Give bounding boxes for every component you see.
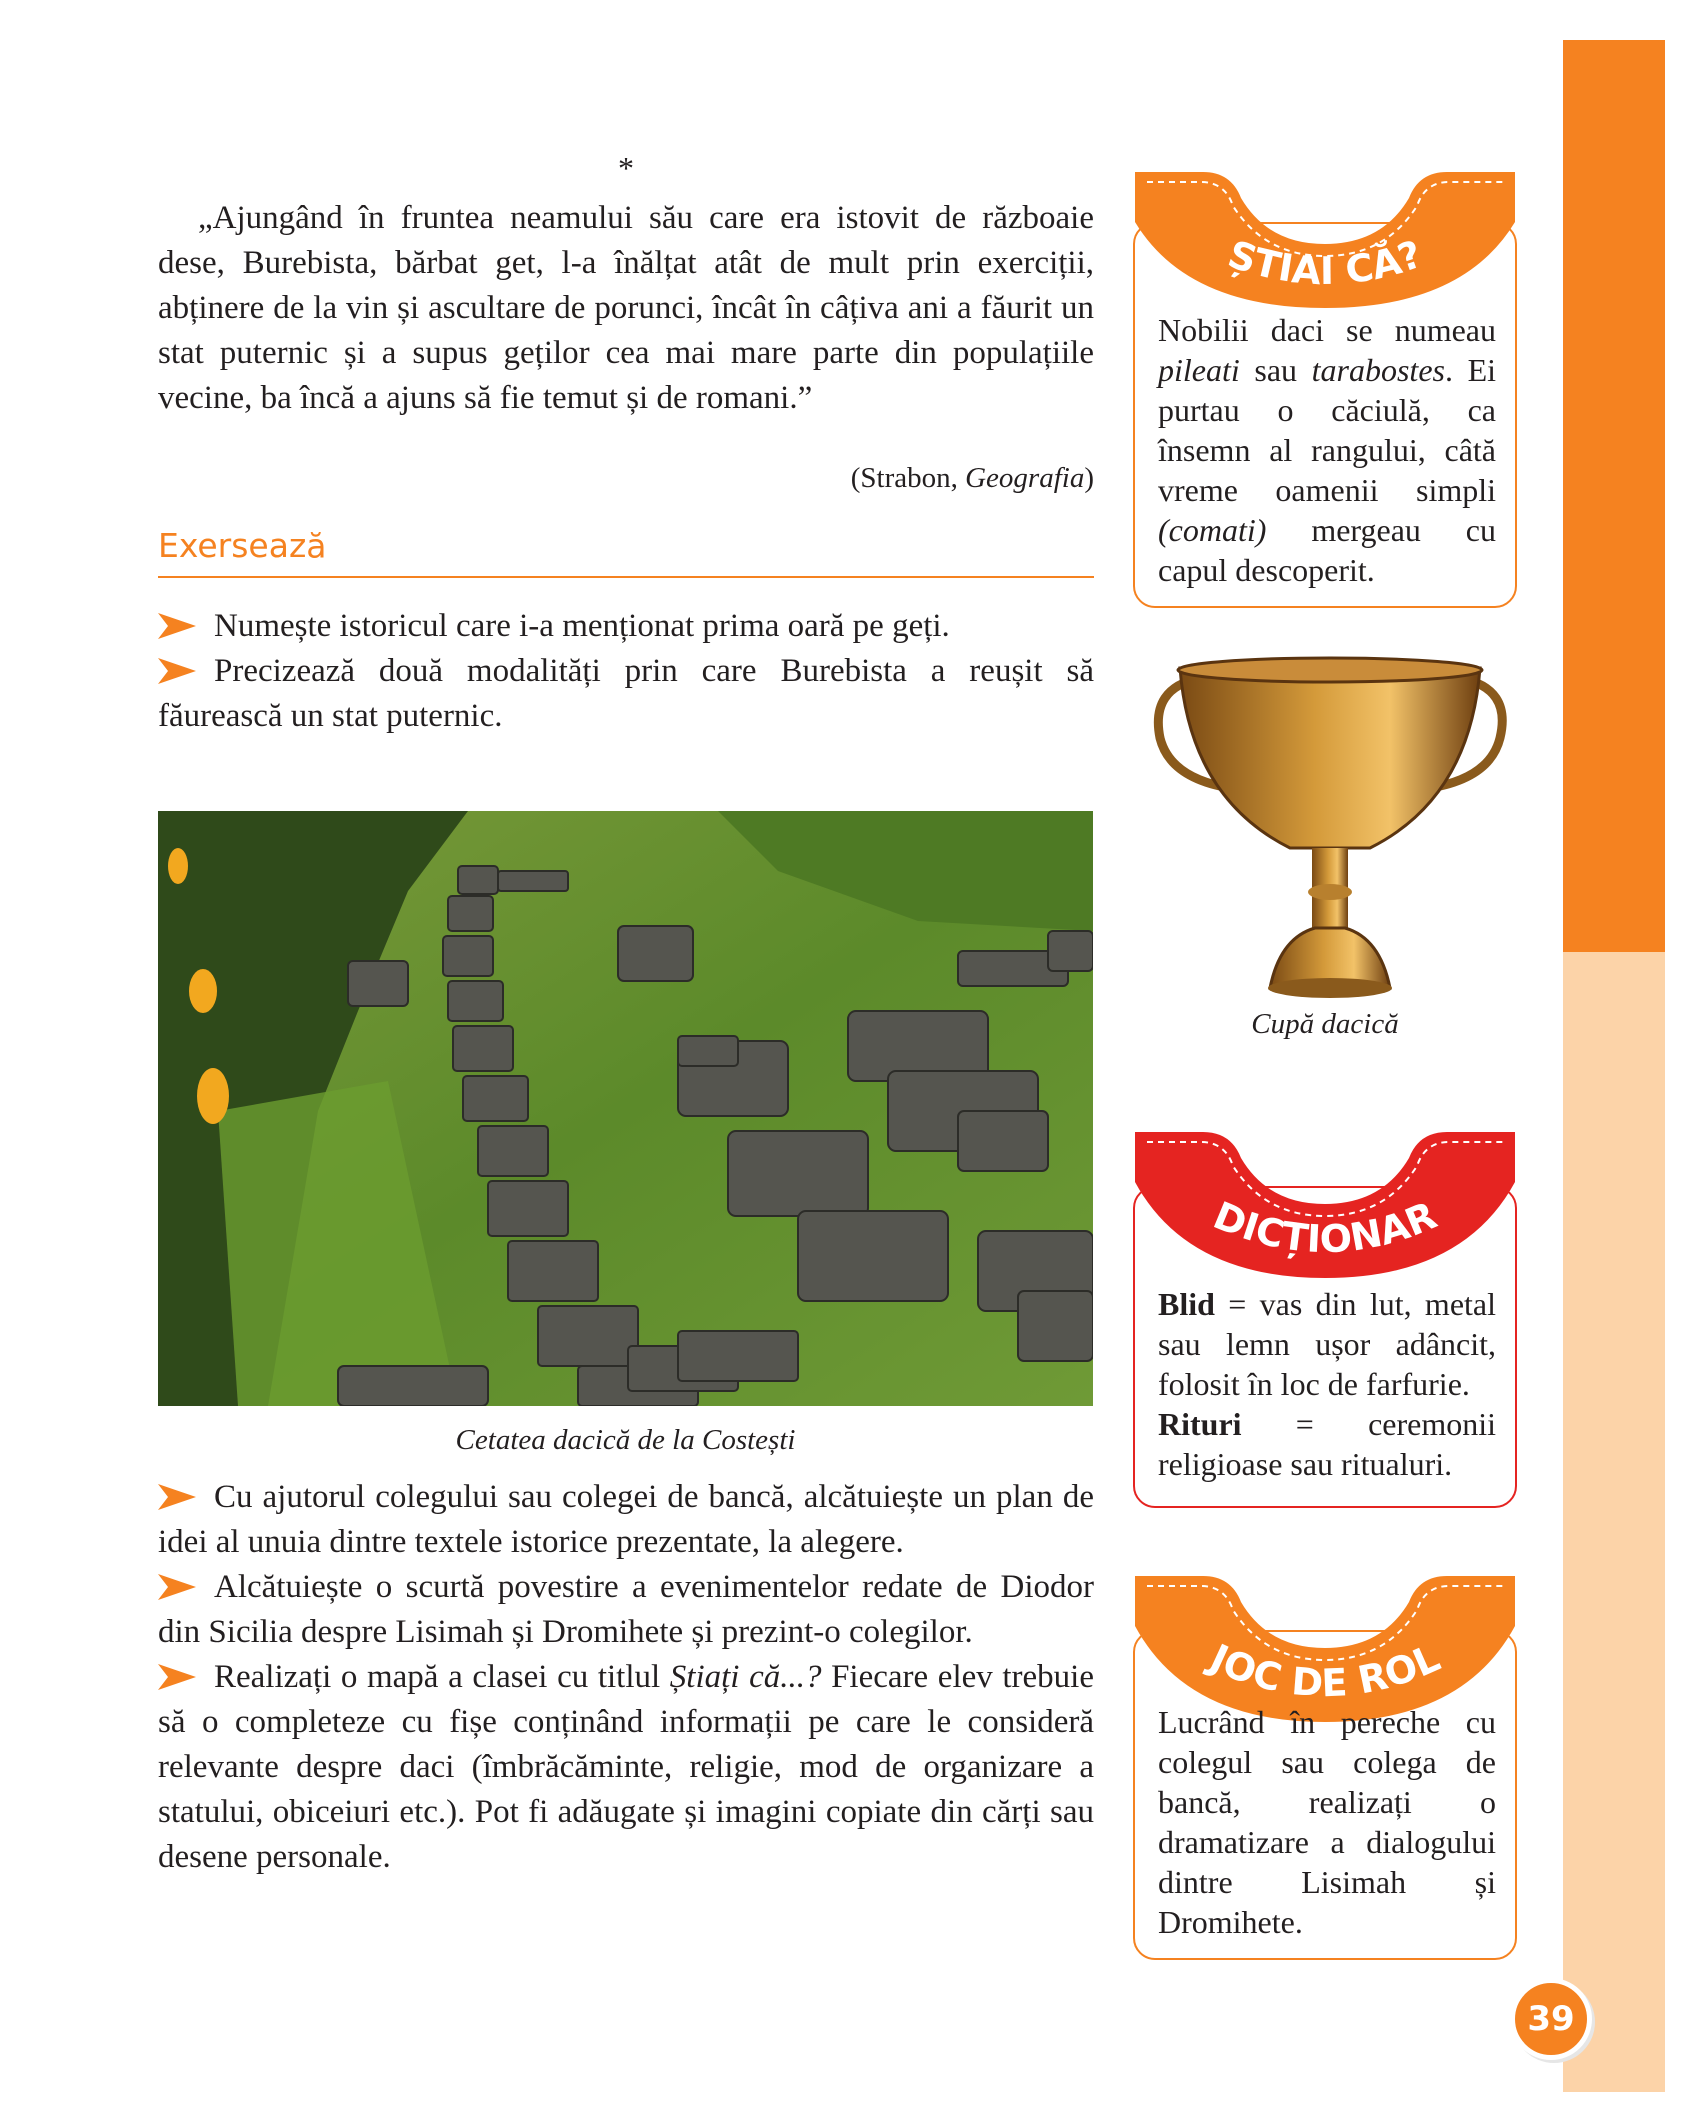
task-text: Alcătuiește o scurtă povestire a evenimentelor redate de Diodor din Sicilia despre Lisimah și Dromihete și prezint-o colegilor. xyxy=(158,1569,1094,1650)
quote-text: „Ajungând în fruntea neamului său care era istovit de războaie dese, Burebista, bărbat get, l-a înălțat atât de mult prin exerciții, abținere de la vin și ascultare de porunci, încât în câțiva ani a făurit un stat puternic și a supus geților cea mai mare parte din populațiile vecine, ba încă a ajuns să fie temut și de romani.” xyxy=(158,200,1094,416)
strabon-quote xyxy=(158,196,1094,421)
exercise-heading: Exersează xyxy=(158,526,327,565)
role-play-banner xyxy=(1133,1562,1517,1722)
ruins-illustration xyxy=(158,811,1093,1406)
sidebar-strip-peach xyxy=(1563,952,1665,2092)
task-item xyxy=(158,649,1094,739)
task-item xyxy=(158,1655,1094,1880)
text-run: mergeau cu capul descoperit. xyxy=(1158,512,1496,588)
term-comati: (comati) xyxy=(1158,512,1267,548)
did-you-know-text xyxy=(1158,310,1496,590)
page-number: 39 xyxy=(1527,1999,1575,2039)
sidebar-strip-orange xyxy=(1563,40,1665,952)
heading-divider xyxy=(158,576,1094,578)
source-work: Geografia xyxy=(965,462,1085,494)
quote-source xyxy=(700,462,1094,495)
did-you-know-banner xyxy=(1133,158,1517,308)
term-blid: Blid xyxy=(1158,1286,1215,1322)
arrow-bullet-icon xyxy=(158,613,196,639)
cup-caption: Cupă dacică xyxy=(1251,1008,1399,1040)
text-run: Nobilii daci se numeau xyxy=(1158,312,1496,348)
costesti-fortress-photo xyxy=(158,811,1093,1406)
section-star: * xyxy=(618,150,634,186)
task-text: Realizați o mapă a clasei cu titlul xyxy=(214,1659,670,1695)
definition: = ceremonii religioase sau ritualuri. xyxy=(1158,1406,1496,1482)
arrow-bullet-icon xyxy=(158,1664,196,1690)
role-play-body: Lucrând în pereche cu colegul sau colega de bancă, realizați o dramatizare a dialogului dintre Lisimah și Dromihete. xyxy=(1158,1704,1496,1940)
arrow-bullet-icon xyxy=(158,658,196,684)
source-prefix: (Strabon, xyxy=(850,462,966,494)
exercise-task-list xyxy=(158,604,1094,739)
term-tarabostes: tarabostes xyxy=(1311,352,1445,388)
golden-cup-image xyxy=(1140,648,1520,1008)
dictionary-text xyxy=(1158,1284,1496,1484)
term-pileati: pileati xyxy=(1158,352,1240,388)
text-run: . Ei purtau o căciulă, ca însemn al rangului, câtă vreme oamenii simpli xyxy=(1158,352,1497,508)
photo-caption: Cetatea dacică de la Costești xyxy=(455,1424,796,1456)
text-run: sau xyxy=(1239,352,1312,388)
project-task-list xyxy=(158,1475,1094,1880)
task-item xyxy=(158,1565,1094,1655)
arrow-bullet-icon xyxy=(158,1484,196,1510)
task-italic-title: Știați că...? xyxy=(669,1659,822,1695)
task-item xyxy=(158,1475,1094,1565)
arrow-bullet-icon xyxy=(158,1574,196,1600)
task-text: Fiecare elev trebuie să o completeze cu fișe conținând informații pe care le consideră relevante despre daci (îmbrăcăminte, religie, mod de organizare a statului, obiceiuri etc.). Pot fi adăugate și imagini copiate din cărți sau desene personale. xyxy=(158,1659,1094,1875)
role-play-title: JOC DE ROL xyxy=(1203,1635,1447,1706)
definition: = vas din lut, metal sau lemn ușor adâncit, folosit în loc de farfurie. xyxy=(1158,1286,1496,1402)
term-rituri: Rituri xyxy=(1158,1406,1242,1442)
task-item xyxy=(158,604,1094,649)
role-play-text xyxy=(1158,1702,1496,1942)
dictionary-banner xyxy=(1133,1118,1517,1278)
did-you-know-title: ȘTIAI CĂ? xyxy=(1222,231,1428,294)
task-text: Cu ajutorul colegului sau colegei de bancă, alcătuiește un plan de idei al unuia dintre textele istorice prezentate, la alegere. xyxy=(158,1479,1094,1560)
task-text: Numește istoricul care i-a menționat prima oară pe geți. xyxy=(214,608,950,644)
source-suffix: ) xyxy=(1084,462,1094,494)
task-text: Precizează două modalități prin care Burebista a reușit să făurească un stat puternic. xyxy=(158,653,1094,734)
dictionary-title: DICȚIONAR xyxy=(1207,1193,1443,1262)
